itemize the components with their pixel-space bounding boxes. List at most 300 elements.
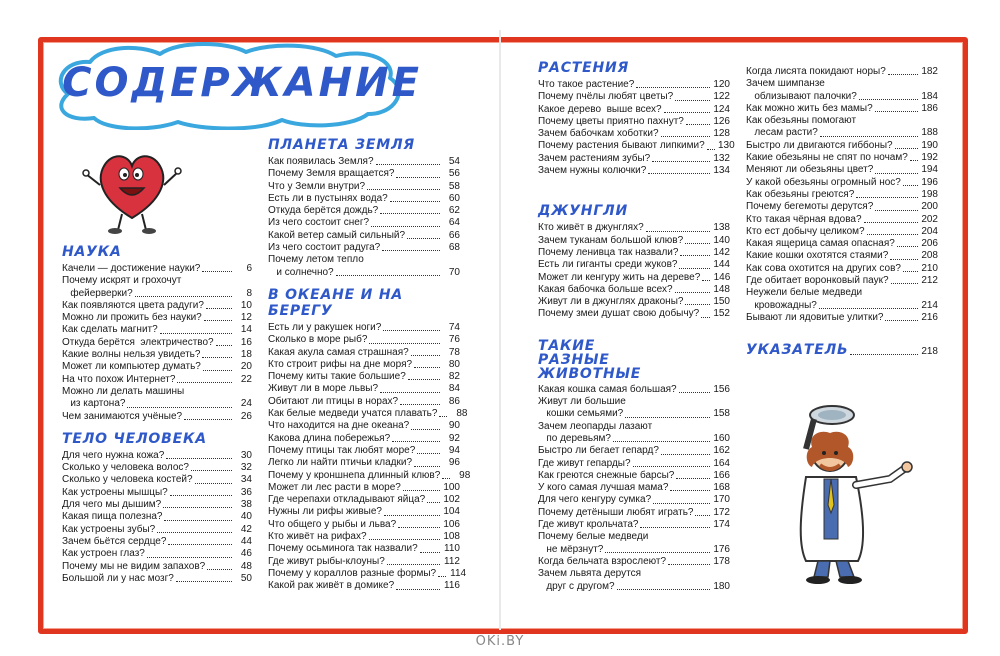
dot-leader [170,495,232,496]
toc-entry-title: Зачем леопарды лазают [538,420,653,432]
toc-entry-title: Какое дерево выше всех? [538,103,662,115]
toc-entry-page: 60 [448,192,460,204]
dot-leader [367,189,440,190]
toc-entry[interactable] [62,487,252,499]
toc-entry-page: 58 [448,180,460,192]
toc-entry[interactable] [268,580,460,592]
toc-entry[interactable] [538,396,730,408]
toc-entry-title: Сколько у человека волос? [62,462,189,474]
dot-leader [668,564,710,565]
dot-leader [702,280,710,281]
book-spine [499,30,501,630]
toc-entry[interactable] [62,374,252,386]
toc-entry[interactable] [62,324,252,336]
toc-entry[interactable] [746,91,938,103]
toc-entry-title: Что такое растение? [538,79,635,90]
toc-entry[interactable] [746,152,938,164]
toc-entry[interactable] [746,214,938,226]
toc-entry[interactable] [746,312,938,324]
toc-entry-title: Что у Земли внутри? [268,180,366,192]
toc-entry[interactable] [268,217,460,229]
toc-entry[interactable] [746,201,938,213]
toc-entry[interactable] [538,104,730,116]
toc-entry[interactable] [268,230,460,242]
toc-entry[interactable] [62,462,252,474]
toc-entry-title: Почему искрят и грохочут [62,275,182,287]
toc-entry[interactable] [746,226,938,238]
index-page-number: 218 [921,345,938,357]
toc-entry-title: Где живут гепарды? [538,457,631,469]
toc-entry-title: Где черепахи откладывают яйца? [268,494,426,506]
toc-entry-page: 48 [240,560,252,572]
toc-entry[interactable] [538,222,730,234]
toc-entry[interactable] [538,284,730,296]
dot-leader [875,111,918,112]
dot-leader [891,283,918,284]
dot-leader [203,370,232,371]
dot-leader [670,490,710,491]
toc-entry-title: Качели — достижение науки? [62,263,201,274]
toc-entry-page: 186 [921,102,938,114]
toc-entry-title: Зачем шимпанзе [746,78,825,90]
toc-entry[interactable] [746,189,938,201]
toc-entry-title: Как сова охотится на других сов? [746,262,901,274]
toc-entry[interactable] [746,140,938,152]
toc-entry[interactable] [746,238,938,250]
toc-entry[interactable] [538,165,730,177]
toc-entry[interactable] [746,164,938,176]
dot-leader [890,259,918,260]
toc-entry[interactable] [268,445,460,457]
toc-entry[interactable] [538,235,730,247]
toc-entry[interactable] [268,556,460,568]
toc-entry-page: 8 [246,287,252,299]
toc-entry[interactable] [62,337,252,349]
toc-entry-title: Сколько у человека костей? [62,474,193,486]
toc-entry[interactable] [268,334,460,346]
toc-entry[interactable] [268,543,460,555]
toc-entry-page: 10 [240,299,252,311]
section-title-telo: ТЕЛО ЧЕЛОВЕКА [62,430,207,447]
dot-leader [414,367,440,368]
dot-leader [442,478,450,479]
dot-leader [864,222,918,223]
dot-leader [701,317,710,318]
toc-entry[interactable] [62,288,252,300]
toc-entry[interactable] [746,127,938,139]
toc-entry-page: 42 [240,523,252,535]
dot-leader [613,441,710,442]
toc-entry[interactable] [746,287,938,299]
dot-leader [408,379,440,380]
toc-entry[interactable] [268,168,460,180]
dot-leader [686,124,710,125]
toc-entry-page: 194 [921,164,938,176]
toc-entry-title: Как обезьяны греются? [746,188,855,200]
toc-entry-page: 120 [713,79,730,90]
toc-entry-page: 92 [448,432,460,444]
toc-entry-title: Какой рак живёт в домике? [268,580,395,592]
toc-entry-title: кровожадны? [746,299,817,311]
dot-leader [903,271,918,272]
toc-entry[interactable] [746,177,938,189]
toc-entry-title: Зачем бьётся сердце? [62,535,167,547]
dot-leader [177,382,232,383]
toc-entry-title: лесам расти? [746,127,818,139]
dot-leader [407,238,440,239]
toc-entry[interactable] [538,445,730,457]
toc-entry[interactable] [538,482,730,494]
toc-column-3 [538,60,735,593]
toc-entry[interactable] [62,300,252,312]
toc-entry[interactable] [538,408,730,420]
toc-entry-title: Почему киты такие большие? [268,371,406,383]
toc-entry[interactable] [62,398,252,410]
toc-entry-page: 56 [448,168,460,180]
dot-leader [398,527,440,528]
toc-entry-title: Живут ли в море львы? [268,383,379,395]
dot-leader [380,213,440,214]
dot-leader [695,515,710,516]
toc-entry-page: 34 [240,474,252,486]
toc-entry-page: 148 [713,283,730,295]
toc-entry[interactable] [538,494,730,506]
toc-entry-title: Неужели белые медведи [746,287,863,299]
dot-leader [164,520,232,521]
section-list-rasteniya [538,79,735,177]
toc-entry-title: Почему змеи душат свою добычу? [538,308,700,320]
dot-leader [163,507,232,508]
toc-entry-title: Когда бельчата взрослеют? [538,555,667,567]
dot-leader [216,345,232,346]
toc-entry[interactable] [538,433,730,445]
toc-entry[interactable] [62,536,252,548]
toc-entry[interactable] [538,140,735,152]
toc-entry[interactable] [746,250,938,262]
toc-entry-title: фейерверки? [62,287,133,299]
toc-entry[interactable] [268,433,460,445]
toc-entry-page: 182 [921,66,938,77]
toc-entry-title: Большой ли у нас мозг? [62,572,174,584]
dot-leader [427,502,440,503]
toc-entry-title: Живут ли в джунглях драконы? [538,296,684,308]
toc-entry-title: Как появилась Земля? [268,156,374,167]
toc-entry[interactable] [268,531,460,543]
dot-leader [625,417,710,418]
toc-entry[interactable] [62,275,252,287]
dot-leader [202,271,232,272]
dot-leader [396,589,440,590]
dot-leader [636,87,710,88]
toc-entry[interactable] [62,411,252,423]
toc-entry[interactable] [268,156,460,168]
toc-entry[interactable] [62,561,252,573]
dot-leader [135,296,232,297]
toc-entry-page: 208 [921,250,938,262]
toc-entry-title: Кто ест добычу целиком? [746,225,865,237]
toc-entry-page: 12 [240,312,252,324]
toc-entry[interactable] [268,193,460,205]
toc-entry[interactable] [538,91,730,103]
heart-character-icon [82,140,182,235]
toc-entry-page: 128 [713,128,730,140]
toc-entry[interactable] [268,371,460,383]
toc-entry[interactable] [538,458,730,470]
toc-entry[interactable] [268,457,460,469]
toc-entry-page: 36 [240,486,252,498]
dot-leader [661,136,710,137]
toc-entry[interactable] [268,181,460,193]
toc-entry[interactable] [538,470,730,482]
index-entry[interactable] [746,342,938,358]
toc-entry-page: 106 [443,518,460,530]
toc-entry-title: Есть ли у ракушек ноги? [268,321,382,333]
dot-leader [679,392,710,393]
toc-entry-title: Как обезьяны помогают [746,115,857,127]
toc-entry-title: Может ли компьютер думать? [62,361,201,373]
toc-entry-page: 6 [246,263,252,274]
toc-entry-title: и солнечно? [268,266,334,278]
toc-entry[interactable] [746,275,938,287]
dot-leader [438,576,446,577]
toc-entry-title: Быстро ли двигаются гиббоны? [746,139,893,151]
toc-entry-title: Для чего мы дышим? [62,499,162,511]
dot-leader [207,569,232,570]
toc-entry[interactable] [268,359,460,371]
dot-leader [371,226,440,227]
toc-entry-page: 94 [448,444,460,456]
toc-entry-title: Какой ветер самый сильный? [268,229,406,241]
toc-entry[interactable] [268,567,467,580]
toc-entry-page: 108 [443,531,460,543]
toc-entry[interactable] [538,519,730,531]
toc-entry[interactable] [538,531,730,543]
toc-entry[interactable] [268,383,460,395]
toc-column-4 [746,66,938,358]
toc-entry[interactable] [746,300,938,312]
dot-leader [661,454,710,455]
toc-entry-title: Что находится на дне океана? [268,420,410,432]
toc-entry-page: 74 [448,321,460,333]
toc-entry[interactable] [538,507,730,519]
toc-entry[interactable] [538,421,730,433]
toc-entry-title: Где обитает воронковый паук? [746,275,889,287]
section-title-nauka: НАУКА [62,244,122,260]
toc-entry-title: Может ли кенгуру жить на дереве? [538,271,701,283]
toc-entry-title: Почему бегемоты дерутся? [746,201,874,213]
section-list-planeta [268,156,460,279]
toc-entry-title: Нужны ли рифы живые? [268,506,382,518]
toc-entry-title: Бывают ли ядовитые улитки? [746,311,884,323]
toc-entry-page: 188 [921,127,938,139]
toc-entry[interactable] [268,469,471,482]
dot-leader [376,164,440,165]
toc-entry-title: Почему у кораллов разные формы? [268,567,437,579]
toc-entry-title: Из чего состоит снег? [268,217,370,229]
dot-leader [850,354,918,355]
toc-entry[interactable] [268,408,468,420]
toc-entry-page: 96 [448,457,460,469]
dot-leader [652,161,710,162]
toc-entry-title: Можно ли делать машины [62,385,185,397]
toc-entry-page: 98 [459,469,471,481]
toc-entry-title: Чем занимаются учёные? [62,410,183,422]
dot-leader [885,320,918,321]
toc-entry[interactable] [268,322,460,334]
toc-entry-page: 22 [240,373,252,385]
toc-entry-title: не мёрзнут? [538,543,604,555]
toc-entry[interactable] [62,450,252,462]
toc-entry[interactable] [538,544,730,556]
toc-entry-title: Живут ли большие [538,396,626,408]
section-list-continued [746,66,938,324]
toc-entry-page: 126 [713,115,730,127]
toc-entry-page: 184 [921,90,938,102]
toc-entry-title: Для чего кенгуру сумка? [538,494,652,506]
toc-entry[interactable] [746,115,938,127]
toc-entry-title: облизывают палочки? [746,90,857,102]
toc-entry[interactable] [538,247,730,259]
toc-entry[interactable] [268,420,460,432]
toc-entry-page: 124 [713,103,730,115]
toc-entry[interactable] [538,384,730,396]
toc-entry[interactable] [62,474,252,486]
toc-entry[interactable] [268,482,460,494]
dot-leader [897,246,918,247]
dot-leader [605,552,710,553]
toc-entry[interactable] [746,78,938,90]
toc-entry[interactable] [746,263,938,275]
toc-entry-page: 24 [240,398,252,410]
dot-leader [820,136,918,137]
toc-entry-page: 50 [240,572,252,584]
toc-entry[interactable] [538,556,730,568]
toc-entry-page: 152 [713,308,730,320]
dot-leader [384,515,440,516]
toc-entry[interactable] [62,573,252,585]
toc-entry-title: Зачем туканам большой клюв? [538,234,684,246]
toc-entry[interactable] [268,519,460,531]
toc-entry[interactable] [538,581,730,593]
dot-leader [184,419,232,420]
toc-entry-page: 196 [921,176,938,188]
dot-leader [336,275,440,276]
toc-entry-title: Зачем нужны колючки? [538,165,647,177]
toc-entry[interactable] [268,506,460,518]
toc-entry-title: Как устроены зубы? [62,523,156,535]
toc-entry[interactable] [268,396,460,408]
dot-leader [202,357,232,358]
toc-entry-page: 178 [713,555,730,567]
toc-entry[interactable] [538,128,730,140]
dot-leader [875,210,918,211]
toc-entry-page: 14 [240,324,252,336]
toc-entry-page: 170 [713,494,730,506]
watermark-logo: OKi.BY [475,634,525,649]
toc-entry-page: 146 [713,271,731,283]
dot-leader [646,231,710,232]
toc-entry[interactable] [746,66,938,78]
dot-leader [414,466,440,467]
section-title-planeta: ПЛАНЕТА ЗЕМЛЯ [268,137,415,153]
dot-leader [707,149,715,150]
toc-entry[interactable] [746,103,938,115]
toc-entry[interactable] [62,524,252,536]
toc-entry-page: 132 [713,152,730,164]
toc-entry[interactable] [62,361,252,373]
toc-entry-page: 18 [240,349,252,361]
dot-leader [166,458,232,459]
dot-leader [685,243,710,244]
toc-entry[interactable] [538,79,730,91]
toc-entry-page: 114 [450,567,467,579]
toc-entry[interactable] [268,267,460,279]
dot-leader [685,304,710,305]
toc-column-1 [62,244,252,585]
toc-entry-title: Как сделать магнит? [62,324,158,336]
toc-entry[interactable] [62,263,252,275]
toc-entry-title: Какая пища полезна? [62,511,163,523]
toc-entry-title: Почему ленивца так назвали? [538,246,679,258]
dot-leader [411,429,440,430]
toc-entry-title: У какой обезьяны огромный нос? [746,176,901,188]
toc-entry[interactable] [538,259,730,271]
toc-entry-page: 158 [713,408,730,420]
toc-entry-title: Какова длина побережья? [268,432,391,444]
toc-entry[interactable] [538,272,730,284]
toc-entry[interactable] [538,116,730,128]
toc-entry-page: 80 [448,358,460,370]
toc-entry-title: Почему птицы так любят море? [268,444,416,456]
dot-leader [680,255,710,256]
toc-entry-page: 164 [713,457,730,469]
toc-entry-page: 204 [921,225,938,237]
toc-entry[interactable] [538,153,730,165]
dot-leader [206,308,232,309]
toc-entry[interactable] [538,568,730,580]
toc-entry[interactable] [62,548,252,560]
toc-entry[interactable] [62,511,252,523]
toc-entry[interactable] [268,347,460,359]
toc-entry[interactable] [268,242,460,254]
toc-entry-page: 68 [448,242,460,254]
toc-entry[interactable] [62,349,252,361]
toc-entry[interactable] [62,312,252,324]
toc-entry-page: 86 [448,395,460,407]
dot-leader [910,160,918,161]
dot-leader [617,589,710,590]
toc-entry[interactable] [538,308,730,320]
toc-entry-title: Зачем бабочкам хоботки? [538,128,659,140]
toc-entry-title: Как устроен глаз? [62,548,145,560]
toc-entry[interactable] [62,499,252,511]
toc-entry-title: Какие обезьяны не спят по ночам? [746,152,908,164]
dot-leader [204,320,232,321]
toc-entry-page: 180 [713,580,730,592]
toc-entry[interactable] [62,386,252,398]
toc-entry-title: Зачем львята дерутся [538,568,642,580]
toc-entry-title: Откуда берётся электричество? [62,336,214,348]
toc-entry-title: друг с другом? [538,580,615,592]
toc-entry-title: Какая акула самая страшная? [268,346,409,358]
toc-entry-page: 198 [921,188,938,200]
toc-entry[interactable] [538,296,730,308]
toc-entry-page: 214 [921,299,938,311]
dot-leader [653,503,710,504]
toc-entry[interactable] [268,254,460,266]
toc-entry[interactable] [268,205,460,217]
toc-entry[interactable] [268,494,460,506]
